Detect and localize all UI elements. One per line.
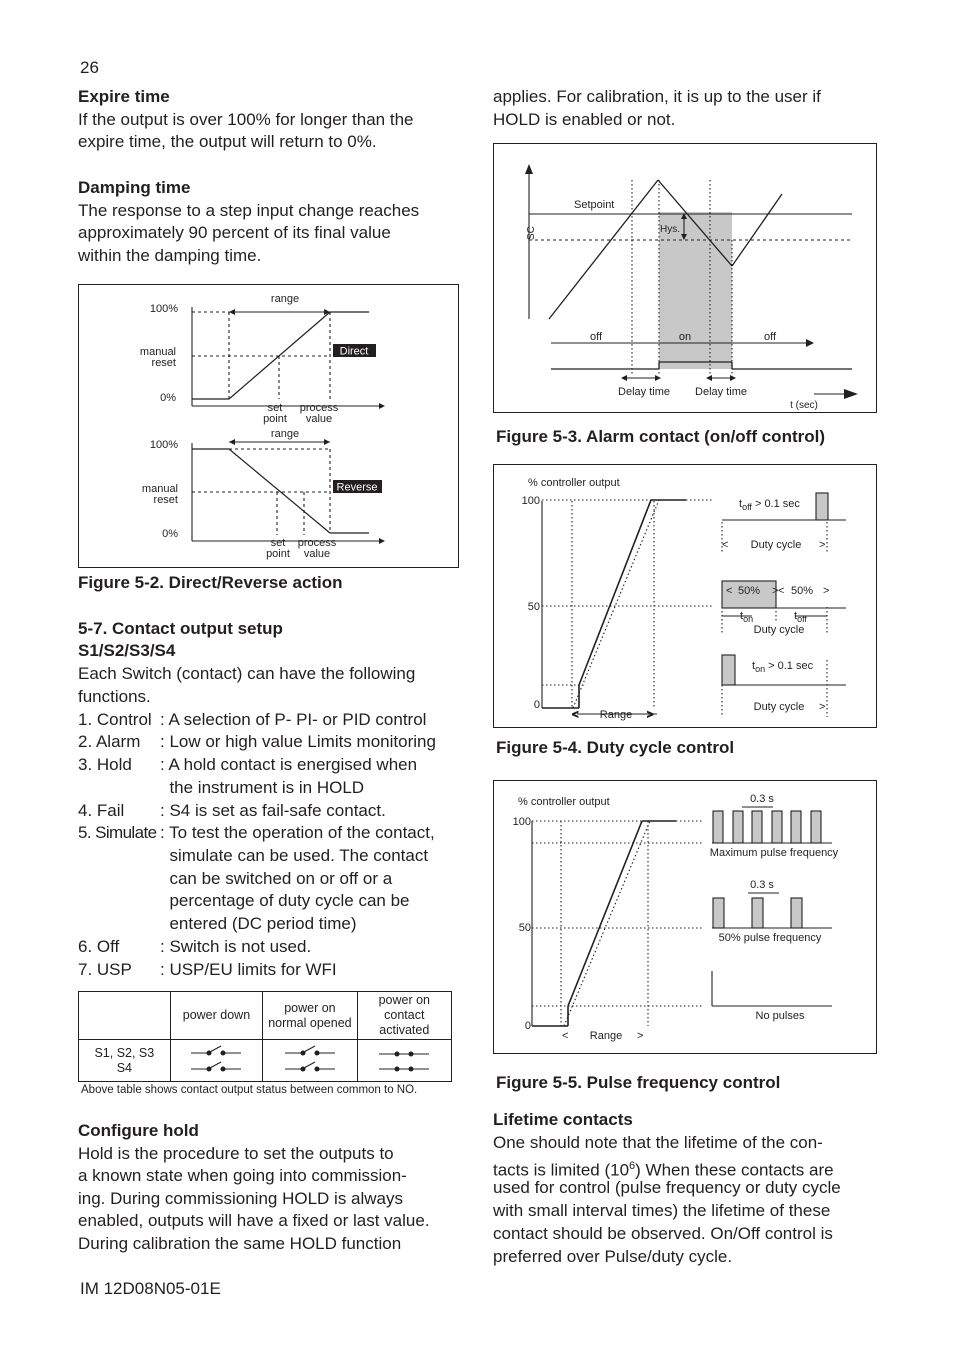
section-subheading: S1/S2/S3/S4 <box>78 641 176 660</box>
hold-line-5: During calibration the same HOLD function <box>78 1234 402 1253</box>
hold-line-4: enabled, outputs will have a fixed or last value. <box>78 1211 430 1230</box>
toff-label: $t_{off} > 0.1$ sec <box>739 498 800 512</box>
pct-label-b-left: < <box>778 585 785 597</box>
manual-label-top: manual <box>139 346 176 358</box>
header-power-down: power down <box>170 992 263 1040</box>
y-tick-0: 0 <box>533 699 540 711</box>
list-item: 5. Simulate : To test the operation of the contact, <box>78 823 435 842</box>
delay-time-label-1: Delay time <box>618 386 670 398</box>
figure-5-2 <box>78 284 459 568</box>
duty-arrow-right-3: > <box>819 701 826 713</box>
max-frequency-label: Maximum pulse frequency <box>709 847 839 859</box>
point-label-top: point <box>263 413 287 425</box>
list-item: 3. Hold : A hold contact is energised when <box>78 755 418 774</box>
range-arrow-left: < <box>562 1030 569 1042</box>
y-axis-title: % controller output <box>528 477 620 489</box>
lifetime-line-6: preferred over Pulse/duty cycle. <box>493 1247 733 1266</box>
list-item: 1. Control : A selection of P- PI- or PID control <box>78 710 427 729</box>
list-item: can be switched on or off or a <box>160 869 393 888</box>
duty-cycle-label-1: Duty cycle <box>750 539 802 551</box>
list-item: the instrument is in HOLD <box>160 778 365 797</box>
hys-label: Hys. <box>660 224 680 235</box>
table-note: Above table shows contact output status between common to NO. <box>81 1084 418 1096</box>
lifetime-line-3: used for control (pulse frequency or duty cycle <box>493 1178 841 1197</box>
svg-text:<: < <box>572 709 579 721</box>
damping-line-3: within the damping time. <box>78 246 262 265</box>
list-item: entered (DC period time) <box>160 914 357 933</box>
p100-label-bottom: 100% <box>149 439 178 451</box>
row-label-switches: S1, S2, S3 S4 <box>79 1040 171 1082</box>
reset-label-bottom: reset <box>153 494 178 506</box>
half-frequency-label: 50% pulse frequency <box>718 932 822 944</box>
lifetime-line-5: contact should be observed. On/Off control is <box>493 1224 833 1243</box>
section-heading: 5-7. Contact output setup <box>78 619 283 638</box>
hold-line-2: a known state when going into commission- <box>78 1166 407 1185</box>
y-tick-100: 100 <box>512 816 531 828</box>
header-contact-activated: power on contact activated <box>357 992 451 1040</box>
value-label-top: value <box>305 413 333 425</box>
range-label: Range <box>589 1030 623 1042</box>
switch-symbol-normal-opened <box>263 1040 357 1082</box>
delay-time-label-2: Delay time <box>695 386 747 398</box>
page-number: 26 <box>80 58 99 77</box>
ton-label-2: $t_{on} > 0.1$ sec <box>752 660 814 674</box>
sc-label: SC <box>526 226 537 240</box>
time-axis-label: t (sec) <box>790 400 818 411</box>
damping-line-2: approximately 90 percent of its final value <box>78 223 391 242</box>
pulse-frequency-diagram <box>494 781 876 1053</box>
range-arrow-right: > <box>637 1030 644 1042</box>
list-item: 4. Fail : S4 is set as fail-safe contact. <box>78 801 386 820</box>
duty-arrow-right-1: > <box>819 539 826 551</box>
setpoint-label: Setpoint <box>574 199 615 211</box>
expire-heading: Expire time <box>78 87 170 106</box>
range-label: Range <box>599 709 633 721</box>
hold-heading: Configure hold <box>78 1121 199 1140</box>
switch-symbol-power-down <box>170 1040 263 1082</box>
duty-cycle-diagram <box>494 465 876 727</box>
process-label-top: process <box>299 402 339 414</box>
damping-line-1: The response to a step input change reaches <box>78 201 420 220</box>
table-corner-cell <box>79 992 171 1040</box>
figure-5-3-caption: Figure 5-3. Alarm contact (on/off control) <box>496 427 825 446</box>
list-item: 2. Alarm : Low or high value Limits monitoring <box>78 732 436 751</box>
figure-5-4 <box>493 464 877 728</box>
hold-line-3: ing. During commissioning HOLD is always <box>78 1189 404 1208</box>
list-item: simulate can be used. The contact <box>160 846 429 865</box>
range-label-top: range <box>270 293 300 305</box>
intro-line-1: Each Switch (contact) can have the following <box>78 664 416 683</box>
figure-5-3 <box>493 143 877 413</box>
list-item: 6. Off : Switch is not used. <box>78 937 312 956</box>
footer-doc-number: IM 12D08N05-01E <box>80 1279 221 1298</box>
lifetime-line-4: with small interval times) the lifetime of these <box>493 1201 831 1220</box>
y-axis-title: % controller output <box>518 796 610 808</box>
p0-label-bottom: 0% <box>162 528 178 540</box>
y-tick-100: 100 <box>521 495 540 507</box>
direct-tag: Direct <box>339 345 369 358</box>
point-label-bottom: point <box>266 548 290 560</box>
direct-reverse-diagram <box>79 285 458 567</box>
closed-switch-icon <box>376 1043 432 1075</box>
duty-arrow-left-1: < <box>722 539 729 551</box>
figure-5-5 <box>493 780 877 1054</box>
toff-label-2: $t_{off}$ <box>794 610 807 624</box>
open-switch-icon <box>188 1043 244 1075</box>
pct-label-a: 50% <box>737 585 761 597</box>
alarm-contact-diagram <box>494 144 876 412</box>
top-line-2: HOLD is enabled or not. <box>493 110 676 129</box>
switch-symbol-contact-activated <box>357 1040 451 1082</box>
off-label-2: off <box>763 331 777 343</box>
duty-cycle-label-2: Duty cycle <box>753 624 805 636</box>
pct-label-b-right: > <box>823 585 830 597</box>
lifetime-line-1: One should note that the lifetime of the con- <box>493 1133 823 1152</box>
pct-label-a-right: > <box>772 585 779 597</box>
duty-cycle-label-3: Duty cycle <box>753 701 805 713</box>
manual-label-bottom: manual <box>141 483 178 495</box>
contact-status-table <box>78 991 452 1082</box>
figure-5-4-caption: Figure 5-4. Duty cycle control <box>496 738 735 757</box>
process-label-bottom: process <box>297 537 337 549</box>
on-label: on <box>678 331 692 343</box>
top-line-1: applies. For calibration, it is up to the user if <box>493 87 821 106</box>
damping-heading: Damping time <box>78 178 191 197</box>
lifetime-heading: Lifetime contacts <box>493 1110 633 1129</box>
list-item: percentage of duty cycle can be <box>160 891 410 910</box>
intro-line-2: functions. <box>78 687 151 706</box>
no-pulses-label: No pulses <box>755 1010 805 1022</box>
open-switch-icon <box>282 1043 338 1075</box>
expire-line-2: expire time, the output will return to 0%. <box>78 132 377 151</box>
on-region <box>659 212 732 369</box>
interval-label-2: 0.3 s <box>750 879 774 891</box>
reverse-tag: Reverse <box>336 481 378 494</box>
off-label-1: off <box>589 331 603 343</box>
y-tick-50: 50 <box>527 601 540 613</box>
figure-5-2-caption: Figure 5-2. Direct/Reverse action <box>78 573 343 592</box>
hold-line-1: Hold is the procedure to set the outputs to <box>78 1144 394 1163</box>
y-tick-50: 50 <box>518 922 531 934</box>
pct-label-a-left: < <box>726 585 733 597</box>
p100-label-top: 100% <box>149 303 178 315</box>
ton-label: $t_{on}$ <box>740 610 754 624</box>
reset-label-top: reset <box>151 357 176 369</box>
svg-text:>: > <box>647 709 654 721</box>
p0-label-top: 0% <box>160 392 176 404</box>
y-tick-0: 0 <box>524 1020 531 1032</box>
expire-line-1: If the output is over 100% for longer than the <box>78 110 414 129</box>
lifetime-line-2: tacts is limited $(10^6)$ When these contacts are <box>493 1160 834 1180</box>
list-item: 7. USP : USP/EU limits for WFI <box>78 960 337 979</box>
header-normal-opened: power on normal opened <box>263 992 357 1040</box>
set-label-top: set <box>267 402 283 414</box>
pct-label-b: 50% <box>790 585 814 597</box>
value-label-bottom: value <box>303 548 331 560</box>
interval-label-1: 0.3 s <box>750 793 774 805</box>
figure-5-5-caption: Figure 5-5. Pulse frequency control <box>496 1073 781 1092</box>
range-label-bottom: range <box>270 428 300 440</box>
set-label-bottom: set <box>270 537 286 549</box>
